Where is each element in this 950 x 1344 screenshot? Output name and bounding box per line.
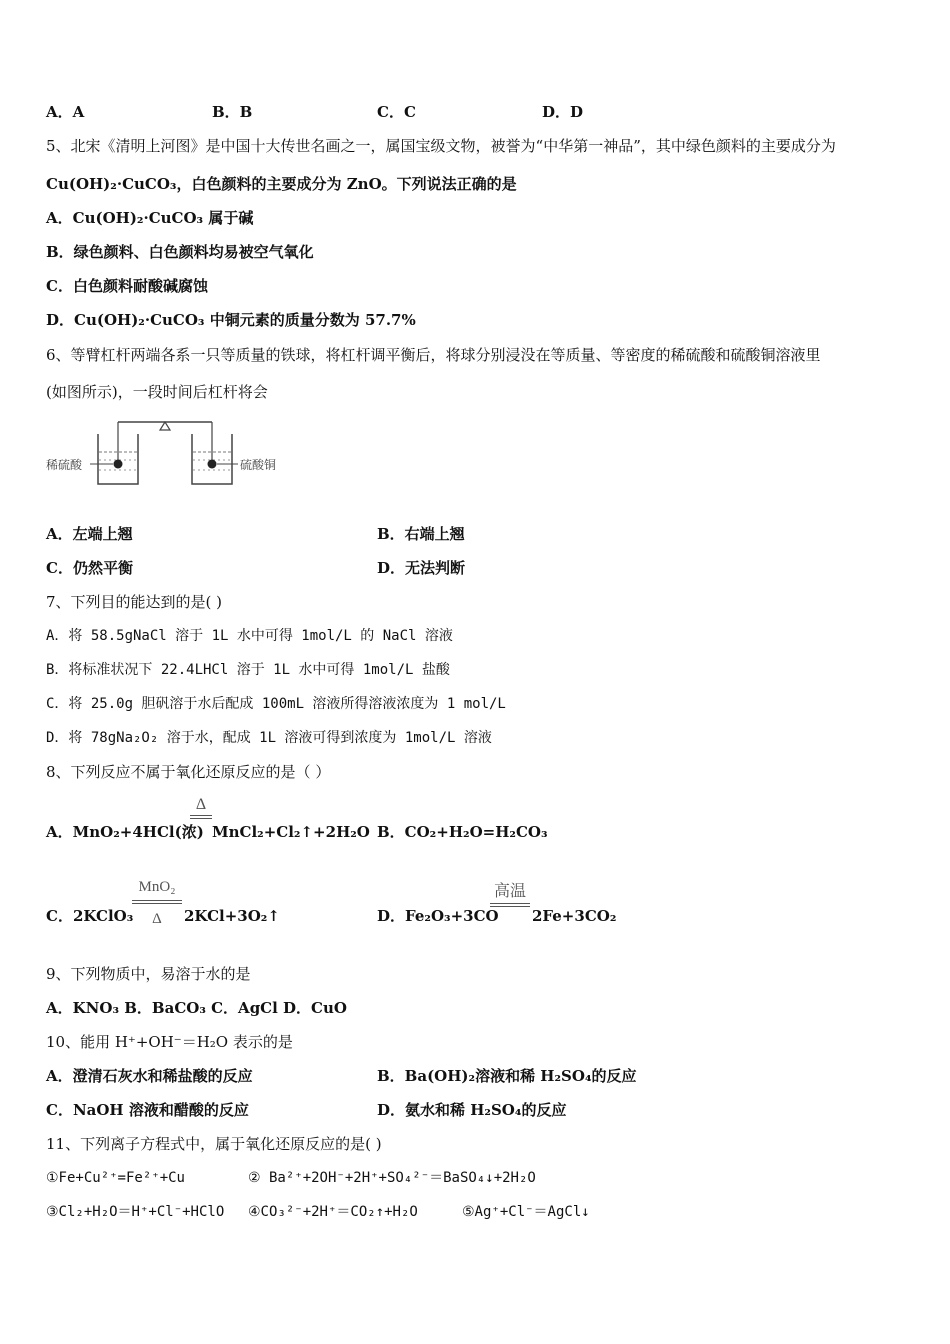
q5-option-c: C．白色颜料耐酸碱腐蚀 (46, 277, 208, 295)
q5-option-b: B．绿色颜料、白色颜料均易被空气氧化 (46, 243, 314, 261)
q6-option-c: C．仍然平衡 (46, 559, 133, 577)
q10-stem: 10、能用 H⁺+OH⁻＝H₂O 表示的是 (46, 1033, 293, 1051)
q11-item-3: ③Cl₂+H₂O＝H⁺+Cl⁻+HClO (46, 1204, 225, 1220)
q8-option-a-reactants: A．MnO₂+4HCl(浓) (46, 823, 204, 841)
q8-option-c-condition (132, 878, 182, 928)
q10-option-a: A．澄清石灰水和稀盐酸的反应 (46, 1067, 253, 1085)
q9-stem: 9、下列物质中，易溶于水的是 (46, 965, 251, 983)
q8-stem: 8、下列反应不属于氧化还原反应的是（ ） (46, 763, 331, 781)
q10-option-b: B．Ba(OH)₂溶液和稀 H₂SO₄的反应 (377, 1067, 637, 1085)
label-copper-sulfate: 硫酸铜 (240, 458, 277, 472)
q6-stem-line2: (如图所示)，一段时间后杠杆将会 (46, 383, 268, 401)
q4-option-d: D．D (542, 103, 584, 121)
q5-option-a: A．Cu(OH)₂·CuCO₃ 属于碱 (46, 209, 254, 227)
q8-option-d-products: 2Fe+3CO₂ (532, 907, 617, 925)
q8-option-c-reactants: C．2KClO₃ (46, 907, 134, 925)
q5-stem-line1: 5、北宋《清明上河图》是中国十大传世名画之一，属国宝级文物，被誉为“中华第一神品”，其中绿色颜料的主要成分为 (46, 137, 836, 155)
q7-option-d: D．将 78gNa₂O₂ 溶于水，配成 1L 溶液可得到浓度为 1mol/L 溶液 (46, 730, 492, 746)
q4-option-b: B．B (212, 103, 253, 121)
q5-stem-line2: Cu(OH)₂·CuCO₃，白色颜料的主要成分为 ZnO。下列说法正确的是 (46, 175, 517, 193)
q6-option-b: B．右端上翘 (377, 525, 465, 543)
q4-option-a: A．A (46, 103, 85, 121)
q10-option-d: D．氨水和稀 H₂SO₄的反应 (377, 1101, 567, 1119)
q11-item-2: ② Ba²⁺+2OH⁻+2H⁺+SO₄²⁻＝BaSO₄↓+2H₂O (248, 1170, 536, 1186)
q7-option-c: C．将 25.0g 胆矾溶于水后配成 100mL 溶液所得溶液浓度为 1 mol/L (46, 696, 506, 712)
q10-option-c: C．NaOH 溶液和醋酸的反应 (46, 1101, 249, 1119)
q8-option-b: B．CO₂+H₂O=H₂CO₃ (377, 823, 548, 841)
q8-option-d-condition (490, 882, 530, 908)
q8-option-c-products: 2KCl+3O₂↑ (184, 907, 280, 925)
q11-item-1: ①Fe+Cu²⁺=Fe²⁺+Cu (46, 1170, 185, 1186)
q9-options: A．KNO₃ B．BaCO₃ C．AgCl D．CuO (46, 999, 347, 1017)
q6-option-d: D．无法判断 (377, 559, 466, 577)
q4-option-c: C．C (377, 103, 416, 121)
q7-option-a: A．将 58.5gNaCl 溶于 1L 水中可得 1mol/L 的 NaCl 溶液 (46, 628, 453, 644)
q8-option-a-condition (190, 796, 212, 820)
q8-option-a-products: MnCl₂+Cl₂↑+2H₂O (212, 823, 370, 841)
q11-stem: 11、下列离子方程式中，属于氧化还原反应的是( ) (46, 1135, 382, 1153)
q6-stem-line1: 6、等臂杠杆两端各系一只等质量的铁球，将杠杆调平衡后，将球分别浸没在等质量、等密度的稀硫酸和硫酸铜溶液里 (46, 346, 821, 364)
catalyst-label: MnO₂ (138, 879, 176, 895)
q5-option-d: D．Cu(OH)₂·CuCO₃ 中铜元素的质量分数为 57.7% (46, 311, 416, 329)
q11-item-4: ④CO₃²⁻+2H⁺＝CO₂↑+H₂O (248, 1204, 418, 1220)
q8-option-d-reactants: D．Fe₂O₃+3CO (377, 907, 499, 925)
lever-beaker-figure (46, 412, 306, 492)
q7-stem: 7、下列目的能达到的是( ) (46, 593, 223, 611)
high-temperature-label: 高温 (493, 883, 526, 900)
q7-option-b: B．将标准状况下 22.4LHCl 溶于 1L 水中可得 1mol/L 盐酸 (46, 662, 450, 678)
q11-item-5: ⑤Ag⁺+Cl⁻＝AgCl↓ (462, 1204, 590, 1220)
q6-option-a: A．左端上翘 (46, 525, 133, 543)
heat-symbol: Δ (195, 796, 207, 813)
label-dilute-sulfuric-acid: 稀硫酸 (46, 458, 83, 472)
lever-diagram (46, 412, 306, 492)
heat-symbol: Δ (152, 911, 162, 927)
